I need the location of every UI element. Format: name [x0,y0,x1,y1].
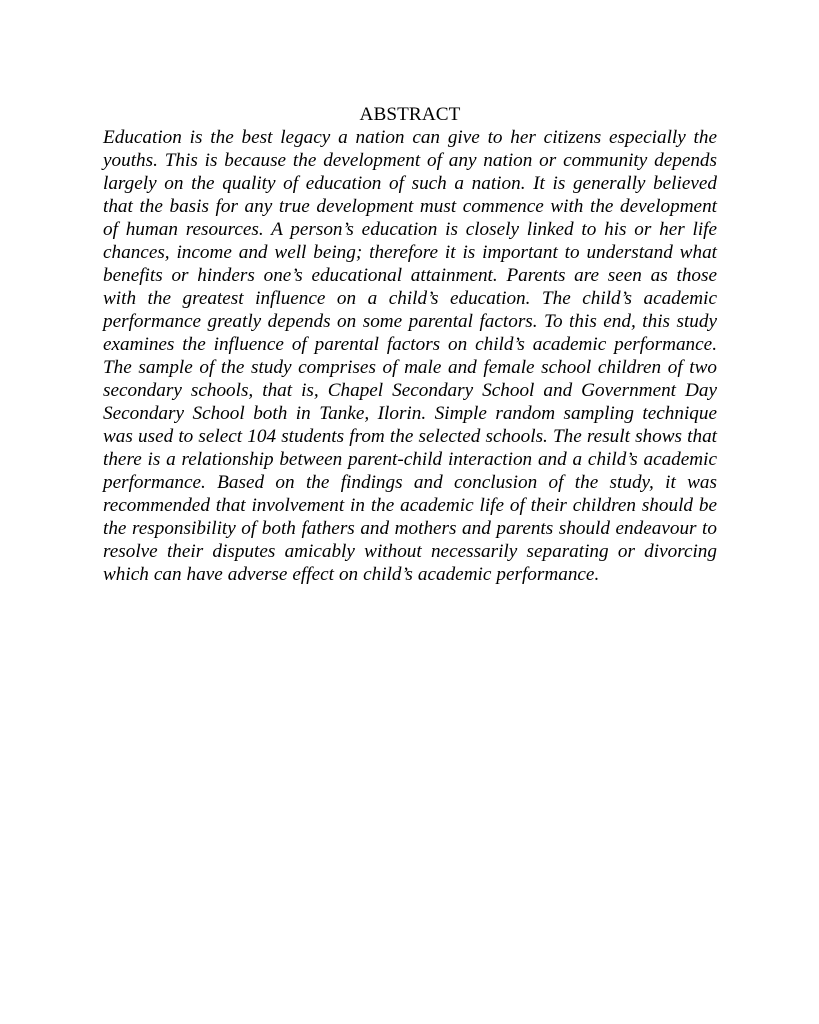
abstract-section [103,103,717,586]
abstract-body-text: Education is the best legacy a nation can give to her citizens especially the youths. This is because the development of any nation or community depends largely on the quality of education of such a nation. It is generally believed that the basis for any true development must commence with the development of human resources. A person’s education is closely linked to his or her life chances, income and well being; therefore it is important to understand what benefits or hinders one’s educational attainment. Parents are seen as those with the greatest influence on a child’s education. The child’s academic performance greatly depends on some parental factors. To this end, this study examines the influence of parental factors on child’s academic performance. The sample of the study comprises of male and female school children of two secondary schools, that is, Chapel Secondary School and Government Day Secondary School both in Tanke, Ilorin. Simple random sampling technique was used to select 104 students from the selected schools. The result shows that there is a relationship between parent-child interaction and a child’s academic performance. Based on the findings and conclusion of the study, it was recommended that involvement in the academic life of their children should be the responsibility of both fathers and mothers and parents should endeavour to resolve their disputes amicably without necessarily separating or divorcing which can have adverse effect on child’s academic performance. [103,127,717,585]
abstract-heading: ABSTRACT [359,104,461,125]
